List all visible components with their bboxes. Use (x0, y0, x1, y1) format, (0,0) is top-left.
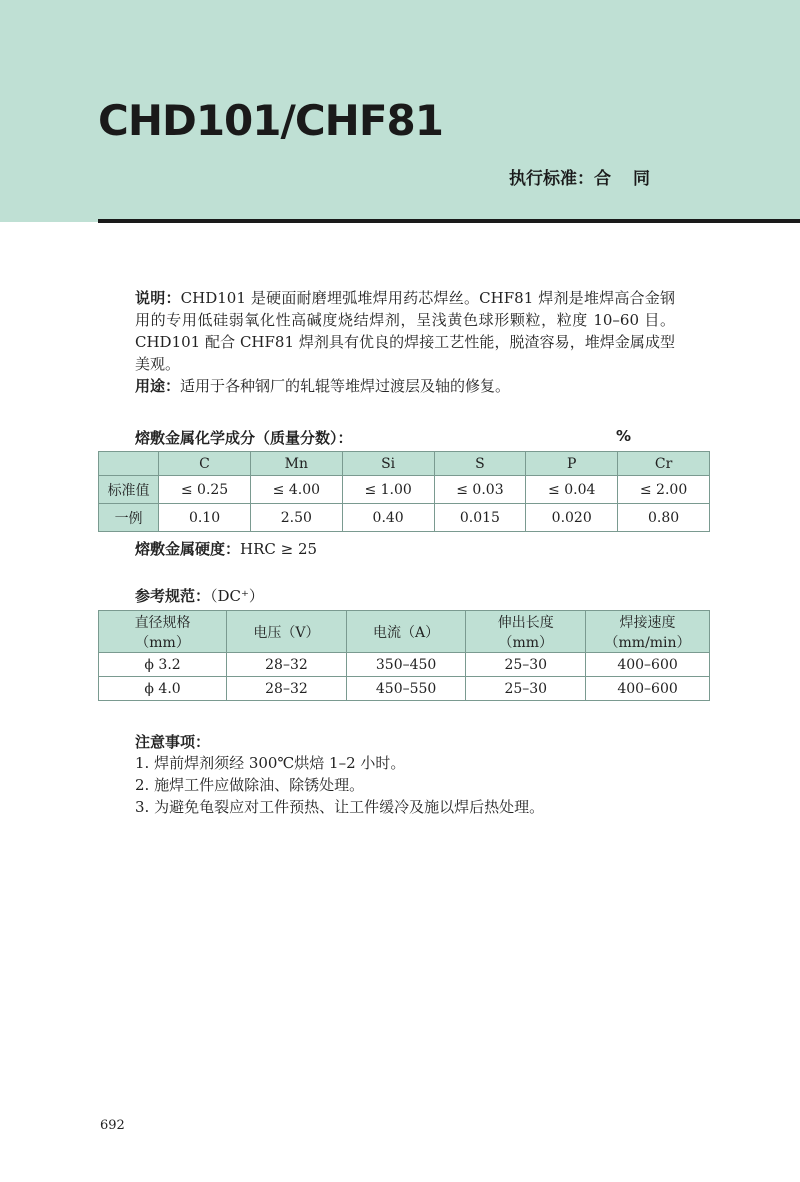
table-row (99, 653, 710, 677)
chem-col-c: C (159, 452, 251, 476)
ref-col-speed-line1: 焊接速度 (619, 614, 676, 631)
table-row (99, 677, 710, 701)
table-cell: ≤ 0.03 (434, 476, 526, 504)
header-divider (98, 219, 800, 223)
ref-col-current (346, 611, 466, 653)
ref-col-voltage-line1: 电压（V） (253, 624, 320, 641)
chem-col-s: S (434, 452, 526, 476)
table-cell: 0.020 (526, 504, 618, 532)
header-band (0, 0, 800, 222)
table-cell: 0.10 (159, 504, 251, 532)
description-text: CHD101 是硬面耐磨埋弧堆焊用药芯焊丝。CHF81 焊剂是堆焊高合金钢用的专用低硅弱氧化性高碱度烧结焊剂，呈浅黄色球形颗粒，粒度 10–60 目。CHD101 配合 CHF81 焊剂具有优良的焊接工艺性能，脱渣容易，堆焊金属成型美观。 (135, 289, 675, 373)
chem-col-0 (99, 452, 159, 476)
table-row (99, 504, 710, 532)
table-cell: 25–30 (466, 677, 586, 701)
table-cell: 350–450 (346, 653, 466, 677)
standard-label: 执行标准： (509, 169, 594, 189)
ref-col-current-line1: 电流（A） (373, 624, 440, 641)
ref-col-voltage (227, 611, 347, 653)
ref-col-diameter-line2: （mm） (135, 634, 190, 651)
table-cell: ≤ 0.04 (526, 476, 618, 504)
chem-col-mn: Mn (250, 452, 342, 476)
chem-row-label: 标准值 (99, 476, 159, 504)
list-item: 1. 焊前焊剂须经 300℃烘焙 1–2 小时。 (135, 754, 406, 772)
chem-col-si: Si (342, 452, 434, 476)
reference-heading (135, 585, 675, 606)
usage-label: 用途： (135, 377, 181, 395)
list-item: 3. 为避免龟裂应对工件预热、让工件缓冷及施以焊后热处理。 (135, 798, 545, 816)
table-cell: 0.80 (618, 504, 710, 532)
usage-paragraph (135, 375, 675, 397)
chem-col-p: P (526, 452, 618, 476)
ref-col-speed (586, 611, 710, 653)
usage-text: 适用于各种钢厂的轧辊等堆焊过渡层及轴的修复。 (180, 377, 511, 395)
ref-col-extension-line1: 伸出长度 (497, 614, 554, 631)
table-cell: ≤ 1.00 (342, 476, 434, 504)
table-cell: ≤ 0.25 (159, 476, 251, 504)
table-cell: ϕ 4.0 (99, 677, 227, 701)
table-cell: ϕ 3.2 (99, 653, 227, 677)
table-row (99, 476, 710, 504)
table-cell: 450–550 (346, 677, 466, 701)
standard-value: 合同 (594, 169, 672, 189)
table-cell: ≤ 4.00 (250, 476, 342, 504)
table-cell: 28–32 (227, 677, 347, 701)
main-content (107, 287, 691, 818)
description-label: 说明： (135, 289, 181, 307)
page-number: 692 (100, 1118, 125, 1133)
chemistry-table (98, 451, 710, 532)
chemistry-unit: % (615, 427, 631, 445)
list-item: 2. 施焊工件应做除油、除锈处理。 (135, 776, 365, 794)
ref-col-diameter-line1: 直径规格 (134, 614, 191, 631)
table-cell: 0.40 (342, 504, 434, 532)
ref-col-diameter (99, 611, 227, 653)
notes-heading: 注意事项： (135, 733, 211, 751)
page-title: CHD101/CHF81 (98, 96, 443, 145)
reference-current-type: （DC⁺） (210, 587, 264, 605)
ref-col-extension (466, 611, 586, 653)
reference-table (98, 610, 710, 701)
table-cell: 2.50 (250, 504, 342, 532)
hardness-line (135, 538, 675, 559)
description-paragraph (135, 287, 675, 375)
table-cell: 400–600 (586, 653, 710, 677)
table-cell: 25–30 (466, 653, 586, 677)
execution-standard (509, 164, 672, 189)
chemistry-heading-text: 熔敷金属化学成分（质量分数）： (135, 429, 353, 447)
hardness-value: HRC ≥ 25 (240, 540, 318, 558)
ref-col-speed-line2: （mm/min） (604, 634, 691, 651)
notes-list (135, 752, 675, 818)
reference-heading-text: 参考规范： (135, 587, 211, 605)
chem-row-label: 一例 (99, 504, 159, 532)
table-cell: 0.015 (434, 504, 526, 532)
table-cell: 400–600 (586, 677, 710, 701)
table-cell: ≤ 2.00 (618, 476, 710, 504)
table-cell: 28–32 (227, 653, 347, 677)
chem-col-cr: Cr (618, 452, 710, 476)
ref-col-extension-line2: （mm） (498, 634, 554, 651)
hardness-label: 熔敷金属硬度： (135, 540, 241, 558)
chemistry-heading (135, 427, 675, 448)
